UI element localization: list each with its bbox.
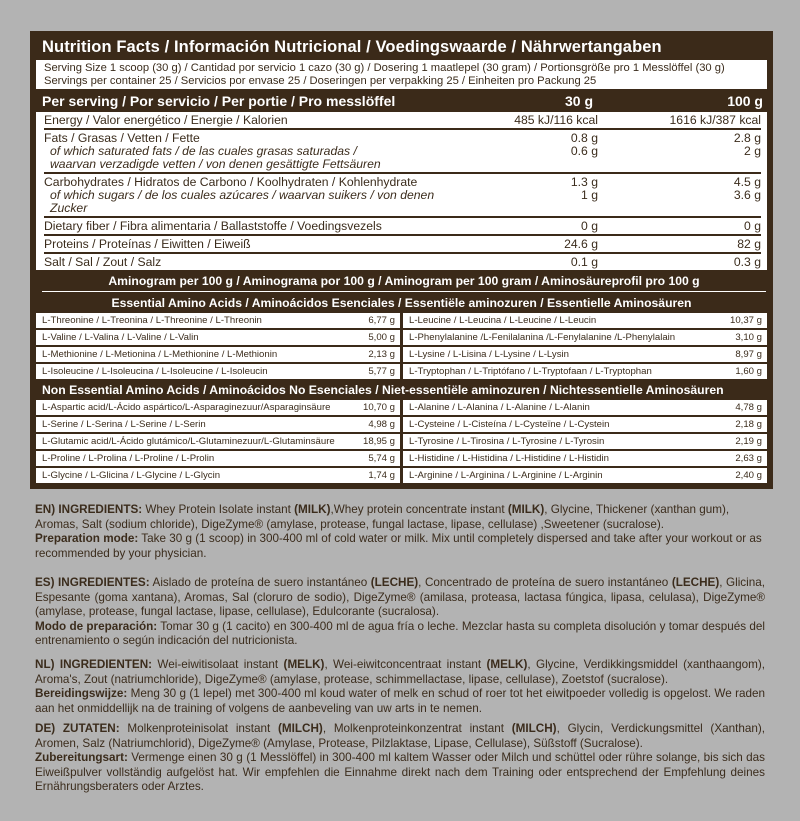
amino-acid-value: 3,10 g xyxy=(735,331,762,343)
amino-acid-name: L-Arginine / L-Arginina / L-Arginine / L-Arginin xyxy=(409,469,603,481)
amino-acid-value: 5,74 g xyxy=(368,452,395,464)
nutrient-value-30g xyxy=(468,132,641,171)
amino-acid-name: L-Threonine / L-Treonina / L-Threonine / L-Threonin xyxy=(42,314,262,326)
preparation-text: Vermenge einen 30 g (1 Messlöffel) in 300-400 ml kaltem Wasser oder Milch und schüttel oder rühre solange, bis sich das Eiweißpulver vollständig aufgelöst hat. Wir empfehlen die Einnahme direkt nach dem Training oder entsprechend der Empfehlung deines Ernährungsberaters oder Arztes. xyxy=(35,751,765,794)
allergen: (MELK) xyxy=(283,658,325,671)
ingredients-text: , Glicina, Espesante (goma xantana), Aromas, Sal (cloruro de sodio), DigeZyme® (amilasa, proteasa, lactasa fúngica, lipasa, celulasa), DigeZyme® (amylase, protease, fungal lactase, lipase, cellulase), Edulcorante (sucralosa). xyxy=(35,576,765,619)
ingredients-text: Molkenproteinisolat instant xyxy=(119,722,279,735)
nutrient-label-cell xyxy=(44,132,468,171)
amino-acid-name: L-Methionine / L-Metionina / L-Methionine / L-Methionin xyxy=(42,348,278,360)
preparation-text: Meng 30 g (1 lepel) met 300-400 ml koud water of melk en schud of roer tot het eiwitpoeder volledig is opgelost. We raden aan het onmiddellijk na de training of volgens de aanbeveling van uw arts in te nemen. xyxy=(35,687,765,715)
nutrient-value-30g xyxy=(468,256,641,269)
nutrient-label-cell xyxy=(44,220,468,233)
nutrient-value-100g xyxy=(641,238,761,251)
amino-acid-name: L-Tyrosine / L-Tirosina / L-Tyrosine / L-Tyrosin xyxy=(409,435,605,447)
value-30g: 1 g xyxy=(581,188,598,202)
nutrient-name: Carbohydrates / Hidratos de Carbono / Koolhydraten / Kohlenhydrate xyxy=(44,175,418,189)
amino-acid-value: 2,13 g xyxy=(368,348,395,360)
ingredients-list xyxy=(35,576,765,620)
nutrient-table xyxy=(36,112,767,270)
preparation-heading: Modo de preparación: xyxy=(35,619,158,633)
ingredients-text: , Glycine, Thickener (xanthan gum), Aromas, Salt (sodium chloride), DigeZyme® (amylase, protease, fungal lactase, lipase, cellulase) ,Sweetener (sucralose). xyxy=(35,503,730,531)
preparation-text: Tomar 30 g (1 cacito) en 300-400 ml de agua fría o leche. Mezclar hasta su completa disolución y tomar después del entrenamiento o según indicación del nutricionista. xyxy=(35,619,765,648)
amino-acid-value: 5,77 g xyxy=(368,365,395,377)
column-100g: 100 g xyxy=(727,93,763,109)
amino-acid-row xyxy=(403,415,767,432)
ingredients-en xyxy=(35,503,765,561)
value-100g: 2 g xyxy=(744,144,761,158)
amino-acid-name: L-Glutamic acid/L-Ácido glutámico/L-Glutaminezuur/L-Glutaminsäure xyxy=(42,435,335,447)
allergen: (MILK) xyxy=(294,503,331,516)
amino-acid-row xyxy=(403,362,767,379)
amino-acid-value: 1,74 g xyxy=(368,469,395,481)
ingredients-text: , Molkenproteinkonzentrat instant xyxy=(322,722,512,735)
servings-per-container: Servings per container 25 / Servicios por envase 25 / Doseringen per verpakking 25 / Einheiten pro Packung 25 xyxy=(44,75,597,87)
preparation-instructions xyxy=(35,620,765,649)
amino-acid-name: L-Cysteine / L-Cisteína / L-Cysteïne / L-Cystein xyxy=(409,418,610,430)
nutrient-value-30g xyxy=(468,114,641,127)
amino-acid-value: 18,95 g xyxy=(362,435,395,447)
non-essential-amino-left-column xyxy=(36,400,400,483)
preparation-heading: Preparation mode: xyxy=(35,532,139,546)
ingredients-text: , Glycin, Verdickungsmittel (Xanthan), Aromen, Salz (Natriumchlorid), DigeZyme® (Amylase, Protease, Pilzlaktase, Lipase, Cellulase), Süßstoff (Sucralose). xyxy=(35,722,765,750)
nutrient-sub-label: waarvan verzadigde vetten / von denen gesättigte Fettsäuren xyxy=(50,157,381,171)
value-100g: 2.8 g xyxy=(733,131,761,145)
ingredients-list xyxy=(35,722,765,751)
preparation-text: Take 30 g (1 scoop) in 300-400 ml of cold water or milk. Mix until completely dispersed and take after your workout or as recommended by your physician. xyxy=(35,532,762,560)
allergen: (LECHE) xyxy=(370,576,419,589)
amino-acid-name: L-Lysine / L-Lisina / L-Lysine / L-Lysin xyxy=(409,348,569,360)
amino-acid-value: 2,19 g xyxy=(735,435,762,447)
amino-acid-value: 5,00 g xyxy=(368,331,395,343)
nutrient-name: Salt / Sal / Zout / Salz xyxy=(44,255,162,269)
amino-acid-value: 4,78 g xyxy=(735,401,762,413)
value-100g: 0 g xyxy=(744,219,761,233)
nutrient-row xyxy=(44,112,761,128)
amino-acid-name: L-Histidine / L-Histidina / L-Histidine / L-Histidin xyxy=(409,452,609,464)
preparation-heading: Zubereitungsart: xyxy=(35,751,128,765)
nutrient-value-100g xyxy=(641,256,761,269)
ingredients-text: Aislado de proteína de suero instantáneo xyxy=(149,576,371,589)
ingredients-heading: ES) INGREDIENTES: xyxy=(35,576,150,589)
amino-acid-name: L-Glycine / L-Glicina / L-Glycine / L-Glycin xyxy=(42,469,221,481)
serving-size: Serving Size 1 scoop (30 g) / Cantidad por servicio 1 cazo (30 g) / Dosering 1 maatlepel (30 gram) / Portionsgröße pro 1 Messlöffel (30 g) xyxy=(44,62,725,74)
amino-acid-value: 2,63 g xyxy=(735,452,762,464)
value-30g: 485 kJ/116 kcal xyxy=(514,113,598,127)
allergen: (MILK) xyxy=(507,503,545,516)
non-essential-amino-right-column xyxy=(403,400,767,483)
value-30g: 0 g xyxy=(581,219,598,233)
nutrient-value-30g xyxy=(468,220,641,233)
nutrient-label-cell xyxy=(44,256,468,269)
nutrient-value-100g xyxy=(641,132,761,171)
ingredients-heading: DE) ZUTATEN: xyxy=(35,722,120,735)
per-serving-header xyxy=(34,89,769,112)
amino-acid-row xyxy=(403,400,767,415)
amino-acid-name: L-Alanine / L-Alanina / L-Alanine / L-Alanin xyxy=(409,401,590,413)
amino-acid-row xyxy=(36,432,400,449)
nutrient-sub-label: of which sugars / de los cuales azúcares / waarvan suikers / von denen Zucker xyxy=(50,188,435,215)
value-30g: 0.1 g xyxy=(570,255,598,269)
amino-acid-name: L-Leucine / L-Leucina / L-Leucine / L-Leucin xyxy=(409,314,597,326)
allergen: (MILCH) xyxy=(511,722,557,735)
label-title: Nutrition Facts / Información Nutricional / Voedingswaarde / Nährwertangaben xyxy=(42,38,662,56)
amino-acid-row xyxy=(403,328,767,345)
amino-acid-row xyxy=(403,432,767,449)
amino-acid-value: 10,37 g xyxy=(729,314,762,326)
nutrient-row xyxy=(44,252,761,270)
value-100g: 4.5 g xyxy=(733,175,761,189)
ingredients-text: , Glycine, Verdikkingsmiddel (xanthaangom), Aroma's, Zout (natriumchloride), DigeZyme® (amylase, protease, schimmellactase, lipase, cellulase), Zoetstof (sucralose). xyxy=(35,658,765,686)
amino-acid-name: L-Isoleucine / L-Isoleucina / L-Isoleucine / L-Isoleucin xyxy=(42,365,268,377)
amino-acid-row xyxy=(36,466,400,483)
amino-acid-value: 8,97 g xyxy=(735,348,762,360)
value-100g: 1616 kJ/387 kcal xyxy=(669,113,761,127)
ingredients-text: Whey Protein Isolate instant xyxy=(142,503,295,516)
nutrient-label-cell xyxy=(44,176,468,215)
essential-amino-header: Essential Amino Acids / Aminoácidos Esenciales / Essentiële aminozuren / Essentielle Aminosäuren xyxy=(111,296,692,310)
nutrient-row xyxy=(44,234,761,252)
amino-acid-value: 1,60 g xyxy=(735,365,762,377)
amino-acid-value: 2,40 g xyxy=(735,469,762,481)
ingredients-text: , Concentrado de proteína de suero instantáneo xyxy=(418,576,672,589)
nutrition-facts-label xyxy=(30,31,773,489)
nutrient-value-100g xyxy=(641,114,761,127)
preparation-instructions xyxy=(35,532,765,561)
ingredients-text: ,Whey protein concentrate instant xyxy=(330,503,508,516)
aminogram-header: Aminogram per 100 g / Aminograma por 100 g / Aminogram per 100 gram / Aminosäureprofil pro 100 g xyxy=(42,270,766,292)
ingredients-text: Wei-eiwitisolaat instant xyxy=(152,658,284,671)
amino-acid-row xyxy=(36,328,400,345)
nutrient-sub-label: of which saturated fats / de las cuales grasas saturadas / xyxy=(50,144,357,158)
allergen: (LECHE) xyxy=(671,576,720,589)
ingredients-text: , Wei-eiwitconcentraat instant xyxy=(324,658,487,671)
nutrient-name: Dietary fiber / Fibra alimentaria / Ballaststoffe / Voedingsvezels xyxy=(44,219,382,233)
serving-info xyxy=(36,60,767,89)
value-30g: 1.3 g xyxy=(570,175,598,189)
nutrient-name: Fats / Grasas / Vetten / Fette xyxy=(44,131,200,145)
value-30g: 0.8 g xyxy=(570,131,598,145)
nutrient-value-30g xyxy=(468,176,641,215)
nutrient-row xyxy=(44,216,761,234)
ingredients-list xyxy=(35,658,765,687)
amino-acid-value: 6,77 g xyxy=(368,314,395,326)
value-100g: 82 g xyxy=(737,237,761,251)
non-essential-amino-header: Non Essential Amino Acids / Aminoácidos No Esenciales / Niet-essentiële aminozuren / Nichtessentielle Aminosäuren xyxy=(42,383,724,397)
amino-acid-name: L-Valine / L-Valina / L-Valine / L-Valin xyxy=(42,331,199,343)
amino-acid-name: L-Proline / L-Prolina / L-Proline / L-Prolin xyxy=(42,452,215,464)
nutrient-name: Energy / Valor energético / Energie / Kalorien xyxy=(44,113,288,127)
ingredients-heading: EN) INGREDIENTS: xyxy=(35,503,143,516)
amino-acid-value: 4,98 g xyxy=(368,418,395,430)
value-100g: 3.6 g xyxy=(733,188,761,202)
essential-amino-table xyxy=(36,313,767,379)
column-30g: 30 g xyxy=(564,93,593,109)
ingredients-nl xyxy=(35,658,765,716)
allergen: (MELK) xyxy=(486,658,528,671)
value-30g: 0.6 g xyxy=(570,144,598,158)
essential-amino-right-column xyxy=(403,313,767,379)
amino-acid-value: 2,18 g xyxy=(735,418,762,430)
nutrient-row xyxy=(44,128,761,172)
preparation-instructions xyxy=(35,751,765,795)
ingredients-list xyxy=(35,503,765,532)
amino-acid-row xyxy=(36,449,400,466)
nutrient-label-cell xyxy=(44,238,468,251)
nutrient-value-30g xyxy=(468,238,641,251)
ingredients-de xyxy=(35,722,765,795)
amino-acid-row xyxy=(403,449,767,466)
amino-acid-row xyxy=(36,415,400,432)
value-100g: 0.3 g xyxy=(733,255,761,269)
amino-acid-row xyxy=(36,313,400,328)
amino-acid-row xyxy=(403,313,767,328)
essential-amino-left-column xyxy=(36,313,400,379)
amino-acid-row xyxy=(36,345,400,362)
amino-acid-row xyxy=(36,400,400,415)
nutrient-name: Proteins / Proteínas / Eiwitten / Eiweiß xyxy=(44,237,251,251)
allergen: (MILCH) xyxy=(278,722,323,735)
nutrient-value-100g xyxy=(641,176,761,215)
amino-acid-row xyxy=(403,345,767,362)
amino-acid-name: L-Serine / L-Serina / L-Serine / L-Serin xyxy=(42,418,206,430)
nutrient-value-100g xyxy=(641,220,761,233)
value-30g: 24.6 g xyxy=(564,237,598,251)
preparation-instructions xyxy=(35,687,765,716)
nutrient-label-cell xyxy=(44,114,468,127)
nutrient-row xyxy=(44,172,761,216)
per-serving-label: Per serving / Por servicio / Per portie / Pro messlöffel xyxy=(42,93,396,109)
amino-acid-row xyxy=(403,466,767,483)
amino-acid-value: 10,70 g xyxy=(362,401,395,413)
ingredients-heading: NL) INGREDIENTEN: xyxy=(35,658,153,671)
ingredients-es xyxy=(35,576,765,649)
non-essential-amino-table xyxy=(36,400,767,483)
amino-acid-name: L-Aspartic acid/L-Ácido aspártico/L-Asparaginezuur/Asparaginsäure xyxy=(42,401,331,413)
amino-acid-name: L-Phenylalanine /L-Fenilalanina /L-Fenylalanine /L-Phenylalain xyxy=(409,331,676,343)
amino-acid-name: L-Tryptophan / L-Triptófano / L-Tryptofaan / L-Tryptophan xyxy=(409,365,652,377)
amino-acid-row xyxy=(36,362,400,379)
preparation-heading: Bereidingswijze: xyxy=(35,687,128,701)
